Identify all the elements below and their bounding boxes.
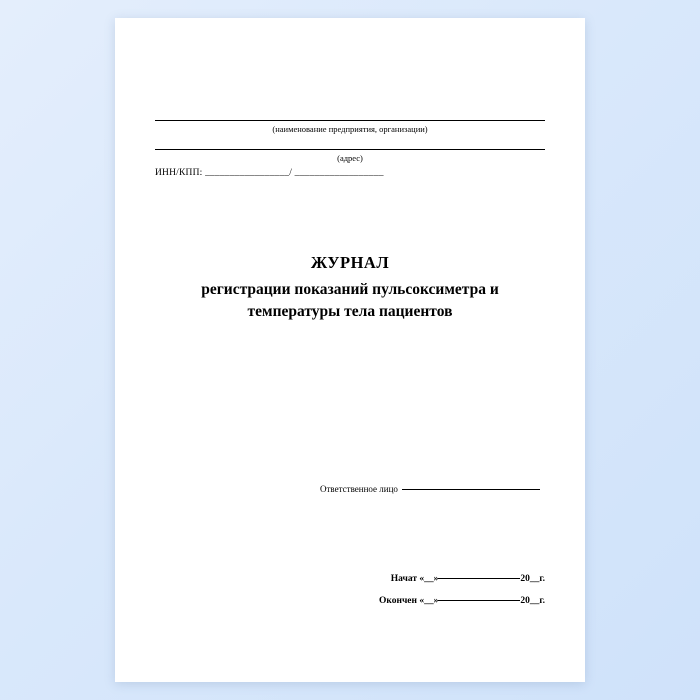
started-label: Начат «__» xyxy=(390,574,439,584)
responsible-person-label: Ответственное лицо xyxy=(320,484,398,494)
document-title-main: ЖУРНАЛ xyxy=(310,253,390,272)
finished-label: Окончен «__» xyxy=(378,596,439,606)
document-title-subline-2: температуры тела пациентов xyxy=(247,302,453,320)
address-blank-line xyxy=(155,149,545,150)
started-row xyxy=(391,574,545,584)
responsible-person-row xyxy=(320,484,540,494)
finished-year: 20__г. xyxy=(520,596,545,606)
finished-row xyxy=(379,596,545,606)
organization-name-blank-line xyxy=(155,120,545,121)
inn-kpp-field: ИНН/КПП: _________________/ __________________ xyxy=(155,168,384,178)
document-title-subline-1: регистрации показаний пульсоксиметра и xyxy=(201,280,499,298)
finished-blank-line xyxy=(438,600,520,601)
organization-name-caption: (наименование предприятия, организации) xyxy=(272,124,428,134)
started-year: 20__г. xyxy=(520,574,545,584)
document-content xyxy=(145,18,555,682)
document-page xyxy=(115,18,585,682)
responsible-person-blank-line xyxy=(402,489,540,490)
started-blank-line xyxy=(438,578,520,579)
document-title-block xyxy=(145,253,555,323)
address-caption: (адрес) xyxy=(337,153,363,163)
